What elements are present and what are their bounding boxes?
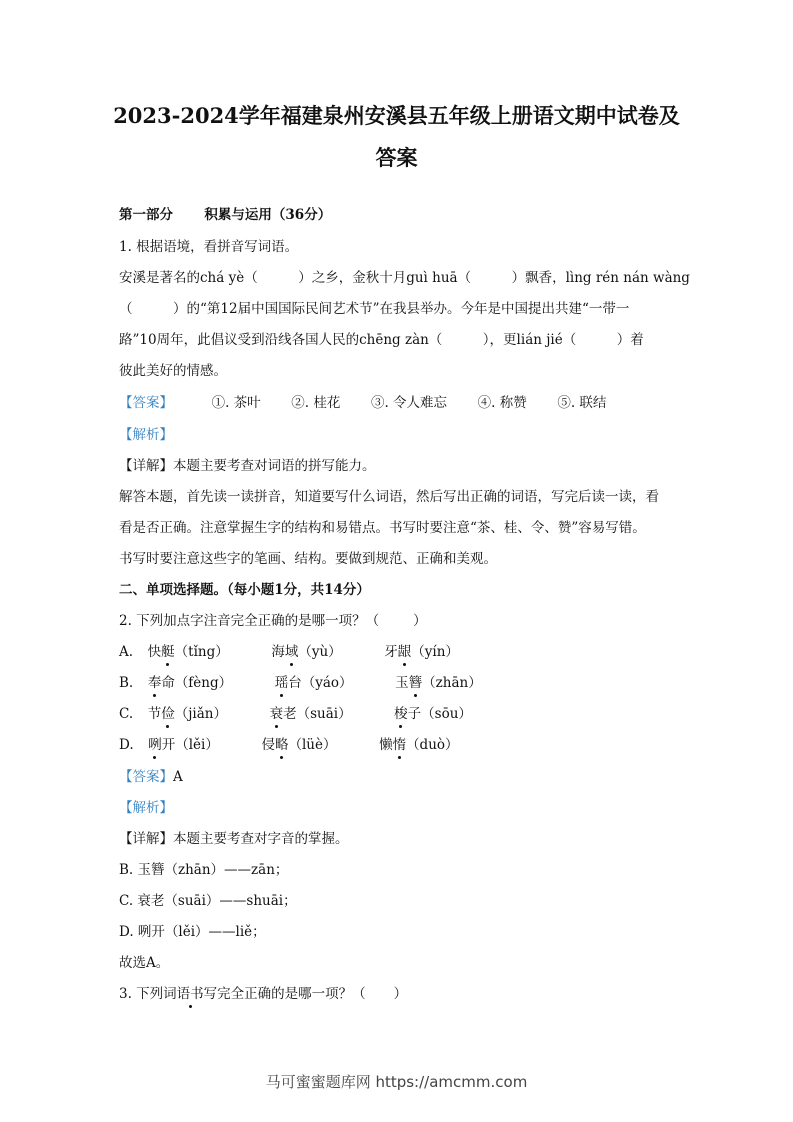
q2-option-d bbox=[119, 736, 459, 754]
q2-conclusion: 故选A。 bbox=[119, 955, 170, 971]
q3-stem-rest: 完全正确的是哪一项？（ bbox=[217, 986, 366, 1002]
q2-detail-text: 本题主要考查对字音的掌握。 bbox=[173, 831, 349, 847]
q1-answer-3: ③. 令人难忘 bbox=[370, 395, 448, 411]
pinyin: （fèng） bbox=[174, 675, 233, 691]
answer-tag: 【答案】 bbox=[119, 769, 173, 785]
q1-answer-4: ④. 称赞 bbox=[477, 395, 527, 411]
option-word-char: 老 bbox=[283, 706, 297, 722]
dotted-char: 咧 bbox=[148, 737, 162, 753]
q1-detail bbox=[119, 457, 376, 475]
pinyin: （yù） bbox=[298, 644, 342, 660]
part1-heading-title: 积累与运用（36分） bbox=[204, 207, 332, 223]
option-letter: B. bbox=[119, 675, 134, 691]
document-title-line2: 答案 bbox=[375, 145, 418, 170]
q1-paragraph-line1: 安溪是著名的chá yè（ ）之乡，金秋十月guì huā（ ）飘香，lìng rén nán wàng bbox=[119, 270, 690, 286]
q1-answer-5: ⑤. 联结 bbox=[557, 395, 607, 411]
q1-answer-row bbox=[119, 394, 606, 412]
q2-fix-b: B. 玉簪（zhān）——zān； bbox=[119, 862, 289, 878]
q1-detail-text: 本题主要考查对词语的拼写能力。 bbox=[173, 458, 376, 474]
detail-tag: 【详解】 bbox=[119, 458, 173, 474]
q2-answer: A bbox=[173, 769, 183, 785]
q1-analysis-tag: 【解析】 bbox=[119, 427, 173, 443]
dotted-char: 梭 bbox=[394, 706, 408, 722]
page-footer-watermark: 马可蜜蜜题库网 https://amcmm.com bbox=[265, 1073, 528, 1091]
dotted-char: 奉 bbox=[147, 675, 162, 691]
q2-detail bbox=[119, 830, 349, 848]
option-word-char: 命 bbox=[161, 675, 175, 691]
option-letter: D. bbox=[119, 737, 134, 753]
pinyin: （duò） bbox=[406, 737, 459, 753]
q2-answer-row bbox=[119, 768, 183, 786]
q2-stem-text: 2. 下列加点字注音完全正确的是哪一项？（ bbox=[119, 613, 380, 629]
q1-explanation-line3: 书写时要注意这些字的笔画、结构。要做到规范、正确和美观。 bbox=[119, 551, 497, 567]
dotted-char: 俭 bbox=[161, 706, 175, 722]
q1-explanation-line1: 解答本题，首先读一读拼音，知道要写什么词语，然后写出正确的词语，写完后读一读，看 bbox=[119, 489, 659, 505]
pinyin: （yín） bbox=[411, 644, 459, 660]
q2-option-c bbox=[119, 705, 472, 723]
pinyin: （yáo） bbox=[301, 675, 353, 691]
q2-stem-close: ） bbox=[413, 613, 427, 629]
q1-paragraph-line2: （ ）的“第12届中国国际民间艺术节”在我县举办。今年是中国提出共建“一带一 bbox=[119, 301, 630, 317]
q3-stem bbox=[119, 985, 407, 1003]
option-word-char: 海 bbox=[271, 644, 285, 660]
part1-heading bbox=[119, 206, 331, 224]
dotted-char: 略 bbox=[274, 737, 289, 753]
q1-explanation-line2: 看是否正确。注意掌握生字的结构和易错点。书写时要注意“茶、桂、令、赞”容易写错。 bbox=[119, 520, 646, 536]
option-word-char: 节 bbox=[147, 706, 162, 722]
q2-fix-c: C. 衰老（suāi）——shuāi； bbox=[119, 893, 297, 909]
pinyin: （jiǎn） bbox=[174, 706, 227, 722]
option-word-char: 开 bbox=[161, 737, 176, 753]
pinyin: （lěi） bbox=[175, 737, 219, 753]
document-title-line1: 2023-2024学年福建泉州安溪县五年级上册语文期中试卷及 bbox=[113, 103, 680, 128]
q3-stem-emphasis: 词语书写 bbox=[163, 986, 218, 1002]
option-letter: A. bbox=[119, 644, 134, 660]
q3-stem-text: 3. 下列 bbox=[119, 986, 164, 1002]
option-word-char: 玉 bbox=[395, 675, 409, 691]
q1-answer-1: ①. 茶叶 bbox=[211, 395, 261, 411]
q1-answer-2: ②. 桂花 bbox=[291, 395, 341, 411]
pinyin: （tǐng） bbox=[174, 644, 229, 660]
option-word-char: 懒 bbox=[379, 737, 393, 753]
option-letter: C. bbox=[119, 706, 134, 722]
dotted-char: 域 bbox=[284, 644, 299, 660]
pinyin: （zhān） bbox=[422, 675, 482, 691]
q1-paragraph-line3: 路”10周年，此倡议受到沿线各国人民的chēng zàn（ ），更lián jié（ ）着 bbox=[119, 332, 644, 348]
q2-option-a bbox=[119, 643, 459, 661]
q2-fix-d: D. 咧开（lěi）——liě； bbox=[119, 924, 266, 940]
pinyin: （sōu） bbox=[421, 706, 472, 722]
part1-heading-label: 第一部分 bbox=[119, 207, 173, 223]
dotted-char: 簪 bbox=[408, 675, 423, 691]
option-word-char: 子 bbox=[407, 706, 422, 722]
q2-stem bbox=[119, 612, 427, 630]
dotted-char: 艇 bbox=[161, 644, 175, 660]
pinyin: （lüè） bbox=[288, 737, 337, 753]
pinyin: （suāi） bbox=[296, 706, 352, 722]
q2-analysis-tag: 【解析】 bbox=[119, 800, 173, 816]
dotted-char: 瑶 bbox=[274, 675, 289, 691]
q3-stem-close: ） bbox=[393, 986, 408, 1002]
part2-heading: 二、单项选择题。（每小题1分，共14分） bbox=[119, 582, 370, 598]
option-word-char: 台 bbox=[288, 675, 302, 691]
dotted-char: 衰 bbox=[269, 706, 284, 722]
option-word-char: 快 bbox=[147, 644, 162, 660]
q1-paragraph-line4: 彼此美好的情感。 bbox=[119, 363, 227, 379]
detail-tag: 【详解】 bbox=[119, 831, 173, 847]
option-word-char: 侵 bbox=[261, 737, 275, 753]
q2-option-b bbox=[119, 674, 482, 692]
answer-tag: 【答案】 bbox=[119, 395, 173, 411]
dotted-char: 龈 bbox=[397, 644, 412, 660]
option-word-char: 牙 bbox=[384, 644, 398, 660]
dotted-char: 惰 bbox=[392, 737, 407, 753]
q1-stem: 1. 根据语境，看拼音写词语。 bbox=[119, 239, 299, 255]
